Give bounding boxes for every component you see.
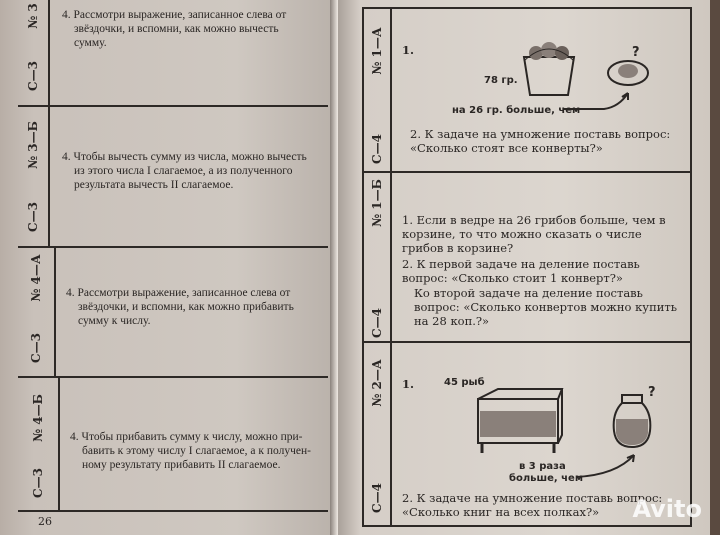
card-text: 4. Рассмотри выражение, записанное слева от звёздочки, и вспомни, как можно вычесть сумму. (62, 9, 287, 49)
card-frame (362, 7, 692, 527)
card-text: 2. К первой задаче на деление поставь вопрос: «Сколько стоит 1 конверт?» (402, 257, 640, 285)
count-label: 45 рыб (444, 377, 485, 388)
page-number: 26 (38, 515, 52, 528)
card-1a (364, 9, 690, 173)
card-code: № 1—Б (370, 179, 384, 227)
watermark-logo: Avito (632, 495, 702, 523)
card-section: С—4 (370, 134, 384, 164)
aquarium-illustration (474, 385, 564, 455)
card-section: С—3 (29, 333, 43, 363)
relation-label: в 3 раза (519, 461, 566, 472)
question-mark: ? (632, 45, 640, 60)
item-number: 1. (402, 377, 415, 391)
card-section: С—4 (370, 308, 384, 338)
card-text: 4. Чтобы вычесть сумму из числа, можно вычесть из этого числа I слагаемое, а из полученного результата вычесть II слагаемое. (62, 151, 307, 191)
card-section: С—4 (370, 483, 384, 513)
card-section: С—3 (26, 61, 40, 91)
card-text: 4. Чтобы прибавить сумму к числу, можно при- бавить к этому числу I слагаемое, а к получен- ному результату прибавить II слагаемое. (70, 431, 311, 471)
card-code: № 3 (26, 3, 40, 29)
card-code: № 4—Б (31, 394, 45, 442)
card-text: 2. К задаче на умножение поставь вопрос: «Сколько стоят все конверты?» (410, 127, 671, 155)
card-code: № 2—А (370, 359, 384, 407)
card-code: № 1—А (370, 27, 384, 75)
card-text: Ко второй задаче на деление поставь вопрос: «Сколько конвертов можно купить на 28 коп.?» (414, 286, 678, 328)
weight-label: 78 гр. (484, 75, 518, 86)
left-page (0, 0, 338, 535)
right-page (338, 0, 710, 535)
card-text: 4. Рассмотри выражение, записанное слева от звёздочки, и вспомни, как можно прибавить сумму к числу. (66, 287, 294, 327)
card-3 (18, 0, 328, 107)
card-1b (364, 173, 690, 343)
card-code: № 3—Б (26, 121, 40, 169)
card-text: 2. К задаче на умножение поставь вопрос: «Сколько книг на всех полках?» (402, 491, 663, 519)
jar-illustration (612, 393, 652, 451)
question-mark: ? (648, 385, 656, 400)
relation-label: больше, чем (509, 473, 584, 484)
arrow-icon (576, 451, 640, 481)
card-section: С—3 (26, 202, 40, 232)
arrow-icon (564, 89, 634, 113)
card-4b (18, 378, 328, 512)
item-number: 1. (402, 43, 415, 57)
card-code: № 4—А (29, 254, 43, 302)
basket-illustration (604, 57, 652, 91)
card-3b (18, 107, 328, 248)
card-text: 1. Если в ведре на 26 грибов больше, чем в корзине, то что можно сказать о числе грибов в корзине? (402, 213, 666, 255)
card-4a (18, 248, 328, 378)
relation-label: на 26 гр. больше, чем (452, 105, 581, 116)
card-section: С—3 (31, 468, 45, 498)
